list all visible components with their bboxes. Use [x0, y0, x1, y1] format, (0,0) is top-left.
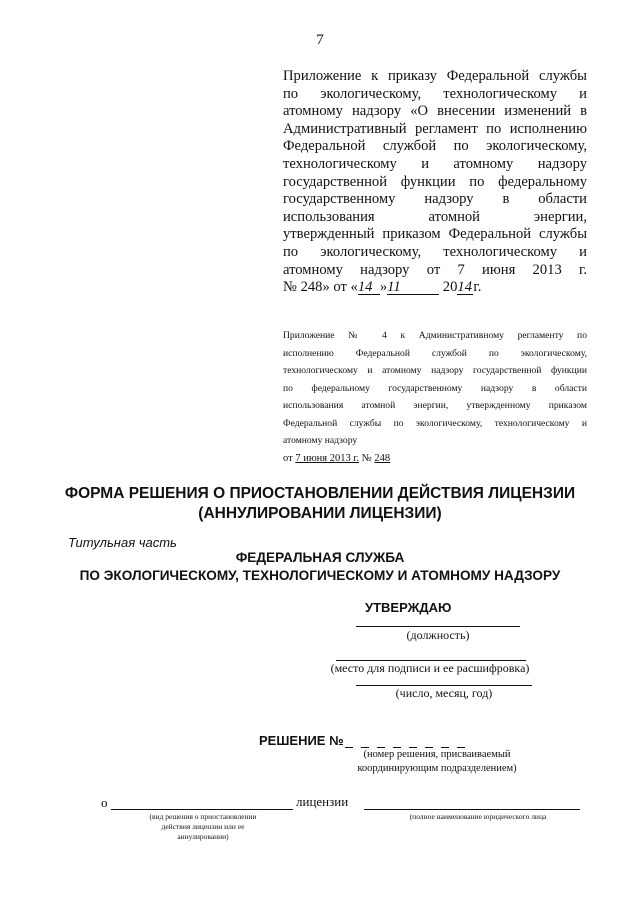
- form-title-line: (АННУЛИРОВАНИИ ЛИЦЕНЗИИ): [198, 505, 442, 522]
- preposition-o: о: [101, 795, 108, 810]
- appendix-order-line: использования атомной энергии,: [283, 208, 587, 225]
- appendix-order-line: Административный регламент по исполнению: [283, 120, 587, 137]
- appendix-order-line: утвержденный приказом Федеральной службы: [283, 226, 587, 243]
- decision-kind-caption-line: аннулировании): [177, 832, 229, 841]
- handwritten-day: 14: [358, 280, 380, 295]
- appendix-regulation-line: исполнению Федеральной службой по экологическому,: [283, 347, 587, 359]
- legal-entity-line: [364, 809, 580, 810]
- appendix-regulation-line: использования атомной энергии, утвержденному приказом: [283, 400, 587, 411]
- position-line: [356, 626, 520, 627]
- decision-kind-caption-line: действия лицензии или ее: [161, 822, 245, 831]
- appendix-regulation-line: по федеральному государственному надзору в области: [283, 382, 587, 394]
- decision-number-note: [352, 748, 522, 776]
- date-caption: (число, месяц, год): [395, 686, 493, 700]
- decision-note-line: координирующим подразделением): [357, 763, 517, 774]
- approve-heading: УТВЕРЖДАЮ: [365, 600, 452, 615]
- agency-name-line: ПО ЭКОЛОГИЧЕСКОМУ, ТЕХНОЛОГИЧЕСКОМУ И АТОМНОМУ НАДЗОРУ: [79, 568, 561, 583]
- appendix-order-line: Федеральной службой по экологическому,: [283, 138, 587, 155]
- appendix-order-line: технологическому и атомному надзору: [283, 155, 587, 172]
- appendix-regulation-text: [283, 327, 587, 467]
- appendix-order-line: государственной функции по федеральному: [283, 173, 587, 190]
- form-title-line: ФОРМА РЕШЕНИЯ О ПРИОСТАНОВЛЕНИИ ДЕЙСТВИЯ ЛИЦЕНЗИИ: [64, 485, 576, 502]
- appendix-regulation-date: от 7 июня 2013 г. № 248: [283, 452, 391, 464]
- appendix-regulation-line: Приложение № 4 к Административному регламенту по: [283, 330, 587, 341]
- appendix-regulation-line: Федеральной службы по экологическому, технологическому и: [283, 417, 587, 429]
- license-word: лицензии: [296, 794, 349, 809]
- handwritten-month: 11: [387, 280, 439, 295]
- form-title: [0, 484, 640, 524]
- agency-name: [0, 549, 640, 585]
- appendix-regulation-line: технологическому и атомному надзору государственной функции: [283, 365, 587, 376]
- decision-kind-caption: [118, 812, 288, 842]
- position-caption: (должность): [406, 628, 470, 642]
- appendix-order-line: государственному надзору в области: [283, 191, 587, 208]
- decision-label: РЕШЕНИЕ №: [259, 733, 344, 748]
- appendix-order-line: атомному надзору «О внесении изменений в: [283, 103, 587, 120]
- appendix-order-line: Приложение к приказу Федеральной службы: [283, 68, 587, 84]
- decision-kind-line: [111, 809, 293, 810]
- appendix-order-line: по экологическому, технологическому и: [283, 243, 587, 260]
- appendix-order-line: атомному надзору от 7 июня 2013 г.: [283, 261, 587, 278]
- handwritten-year: 14: [457, 279, 472, 296]
- appendix-order-text: [283, 68, 587, 297]
- signature-caption: (место для подписи и ее расшифровка): [330, 661, 530, 675]
- decision-kind-caption-line: (вид решения о приостановлении: [149, 812, 257, 821]
- appendix-regulation-line: атомному надзору: [283, 435, 358, 446]
- appendix-order-line: по экологическому, технологическому и: [283, 85, 587, 102]
- title-part-label: Титульная часть: [68, 535, 177, 550]
- legal-entity-caption: (полное наименование юридического лица: [409, 812, 547, 821]
- appendix-order-date-line: № 248» от «14 »11 2014г.: [283, 279, 482, 296]
- decision-note-line: (номер решения, присваиваемый: [363, 749, 511, 760]
- agency-name-line: ФЕДЕРАЛЬНАЯ СЛУЖБА: [235, 550, 405, 565]
- page-number: 7: [316, 32, 324, 48]
